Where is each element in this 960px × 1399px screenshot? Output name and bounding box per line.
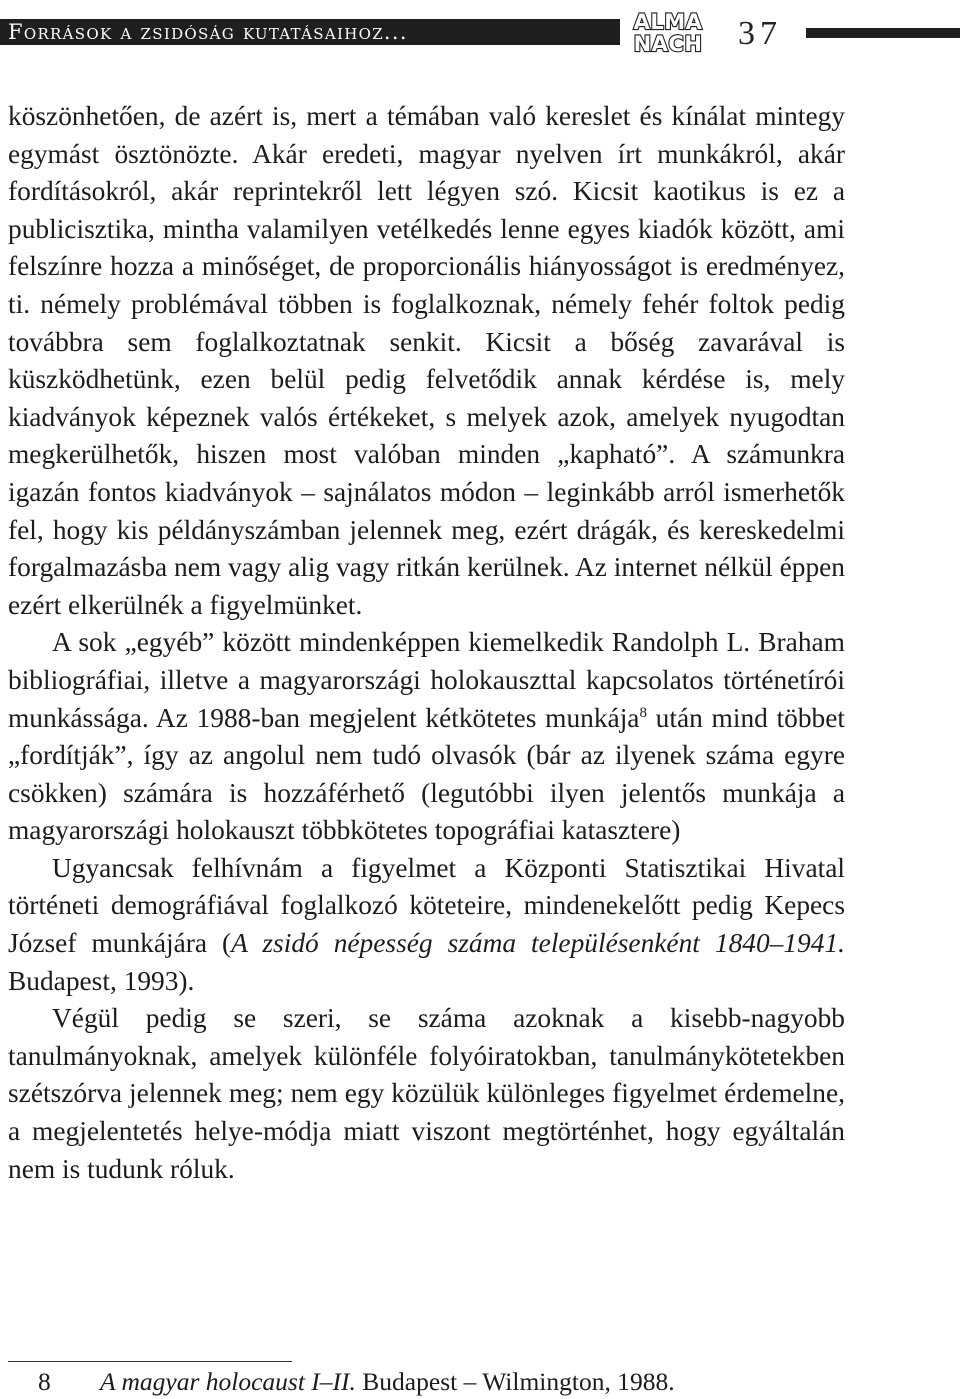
footnote <box>38 1366 675 1398</box>
running-title: Források a zsidóság kutatásaihoz... <box>8 20 408 44</box>
text-run: köszönhetően, de azért is, mert a témában való kereslet és kínálat mintegy egymást ösztönözte. Akár eredeti, magyar nyelven írt munkákról, akár fordításokról, akár reprintekről lett légyen szó. Kicsit kaotikus is ez a publicisztika, mintha valamilyen vetélkedés lenne egyes kiadók között, ami felszínre hozza a minőséget, de proporcionális hiányosságot is eredményez, ti. némely problémával többen is foglalkoznak, némely fehér foltok pedig továbbra sem foglalkoztatnak senkit. Kicsit a bőség zavarával is küszködhetünk, ezen belül pedig felvetődik annak kérdése is, mely kiadványok képeznek valós értékeket, s melyek azok, amelyek nyugodtan megkerülhetők, hiszen most valóban minden „kapható”. A számunkra igazán fontos kiadványok – sajnálatos módon – leginkább arról ismerhetők fel, hogy kis példányszámban jelennek meg, ezért drágák, és kereskedelmi forgalmazásba nem vagy alig vagy ritkán kerülnek. Az internet nélkül éppen ezért elkerülnék a figyelmünket. <box>8 101 845 620</box>
text-run: A sok „egyéb” között mindenképpen kiemelkedik Randolph L. Braham bibliográfiai, illetve a magyarországi holokauszttal kapcsolatos történetírói munkássága. Az 1988-ban megjelent kétkötetes munkája <box>8 627 845 733</box>
footnote-rest: Budapest – Wilmington, 1988. <box>355 1367 675 1396</box>
almanach-logo <box>622 8 714 54</box>
header-bar-right <box>806 28 960 38</box>
footnote-number: 8 <box>38 1367 51 1396</box>
paragraph <box>8 850 845 1000</box>
running-header <box>0 8 960 54</box>
text-run: Végül pedig se szeri, se száma azoknak a kisebb-nagyobb tanulmányoknak, amelyek különféle folyóiratokban, tanulmánykötetekben szétszórva jelennek meg; nem egy közülük különleges figyelmet érdemelne, a megjelentetés helye-módja miatt viszont megtörténhet, hogy egyáltalán nem is tudunk róluk. <box>8 1003 845 1184</box>
text-run: Budapest, 1993). <box>8 965 195 996</box>
footnote-reference: 8 <box>639 704 647 721</box>
logo-text-top: ALMA <box>633 10 703 34</box>
paragraph <box>8 1000 845 1188</box>
header-bar <box>0 19 620 45</box>
paragraph <box>8 624 845 850</box>
text-run: Ugyancsak felhívnám a figyelmet a Központi Statisztikai Hivatal történeti demográfiával foglalkozó köteteire, mindenekelőtt pedig Kepecs József munkájára ( <box>8 852 845 959</box>
footnote-rule <box>8 1361 292 1362</box>
footnote-title: A magyar holocaust I–II. <box>100 1367 356 1396</box>
italic-title: A zsidó népesség száma településenként 1840–1941. <box>231 928 845 959</box>
text-run: után mind többet „fordítják”, így az angolul nem tudó olvasók (bár az ilyenek száma egyre csökken) számára is hozzáférhető (legutóbbi ilyen jelentős munkája a magyarországi holokauszt többkötetes topográfiai katasztere) <box>8 702 845 846</box>
logo-text-bottom: NACH <box>633 32 703 54</box>
page-number: 37 <box>738 15 782 52</box>
paragraph <box>8 98 845 624</box>
body-text <box>8 98 845 1188</box>
